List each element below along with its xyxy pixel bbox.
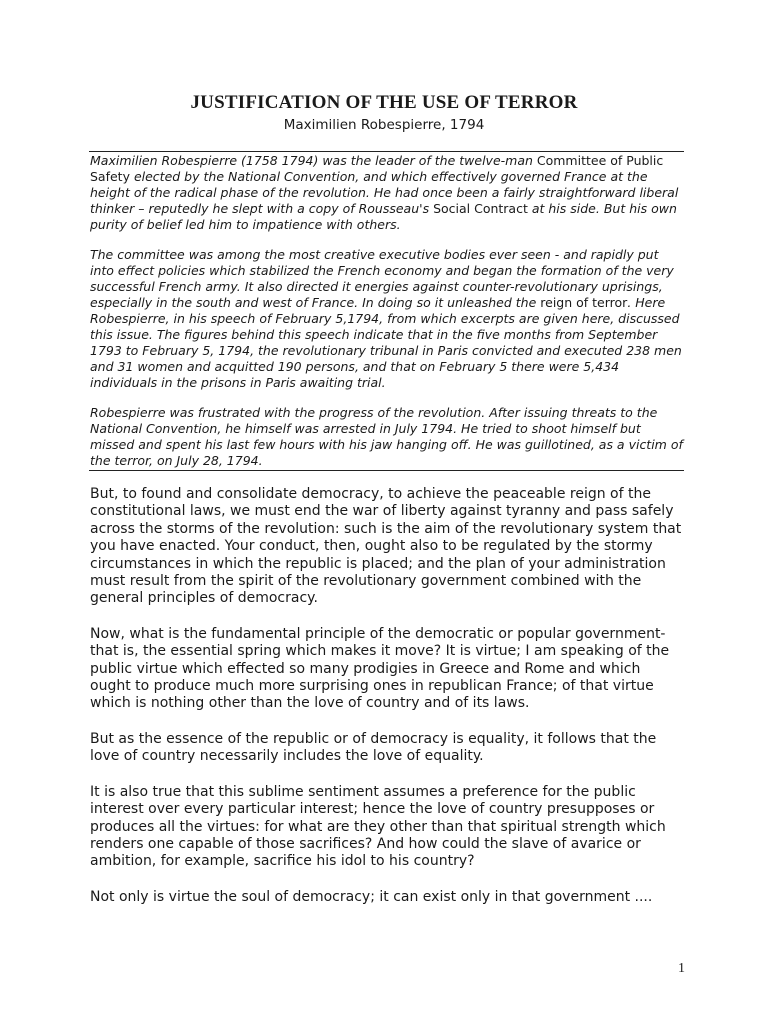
intro-paragraph-2 (90, 247, 683, 391)
document-title: JUSTIFICATION OF THE USE OF TERROR (190, 92, 578, 113)
document-subtitle: Maximilien Robespierre, 1794 (283, 117, 485, 133)
intro-p1-committee: Committee of Public Safety (90, 153, 664, 184)
speech-paragraph-1: But, to found and consolidate democracy, to achieve the peaceable reign of the constitutional laws, we must end the war of liberty against tyranny and pass safely across the storms of the revolution: such is the aim of the revolutionary system that you have enacted. Your conduct, then, ought also to be regulated by the stormy circumstances in which the republic is placed; and the plan of your administration must result from the spirit of the revolutionary government combined with the general principles of democracy. (90, 486, 682, 607)
speech-paragraph-3: But as the essence of the republic or of democracy is equality, it follows that the love of country necessarily includes the love of equality. (90, 730, 657, 765)
intro-paragraph-3: Robespierre was frustrated with the progress of the revolution. After issuing threats to the National Convention, he himself was arrested in July 1794. He tried to shoot himself but missed and spent his last few hours with his jaw hanging off. He was guillotined, as a victim of the terror, on July 28, 1794. (90, 405, 683, 468)
intro-p1-text-e: at his side. But his own purity of belief led him to impatience with others. (90, 201, 677, 232)
intro-p2-reign-of-terror: reign of terror (540, 295, 628, 310)
speech-body (90, 486, 685, 924)
intro-paragraph-1 (90, 153, 683, 233)
intro-box (89, 151, 684, 471)
speech-paragraph-2: Now, what is the fundamental principle of the democratic or popular government-that is, the essential spring which makes it move? It is virtue; I am speaking of the public virtue which effected so many prodigies in Greece and Rome and which ought to produce much more surprising ones in republican France; of that virtue which is nothing other than the love of country and of its laws. (90, 625, 670, 712)
intro-p2-text-a: The committee was among the most creative executive bodies ever seen - and rapidly put into effect policies which stabilized the French economy and began the formation of the very successful French army. It also directed it energies against counter-revolutionary uprisings, especially in the south and west of France. In doing so it unleashed the (90, 247, 674, 310)
intro-p1-text-a: Maximilien Robespierre (1758 1794) was the leader of the twelve-man (90, 153, 537, 168)
intro-p2-text-c: . Here Robespierre, in his speech of February 5,1794, from which excerpts are given here, discussed this issue. The figures behind this speech indicate that in the five months from September 1793 to February 5, 1794, the revolutionary tribunal in Paris convicted and executed 238 men and 31 women and acquitted 190 persons, and that on February 5 there were 5,434 individuals in the prisons in Paris awaiting trial. (90, 295, 682, 390)
intro-p1-text-c: elected by the National Convention, and which effectively governed France at the height of the radical phase of the revolution. He had once been a fairly straightforward liberal thinker – reputedly he slept with a copy of Rousseau's (90, 169, 679, 216)
intro-p1-social-contract: Social Contract (433, 201, 528, 216)
page-number: 1 (678, 961, 685, 976)
speech-paragraph-4: It is also true that this sublime sentiment assumes a preference for the public interest over every particular interest; hence the love of country presupposes or produces all the virtues: for what are they other than that spiritual strength which renders one capable of those sacrifices? And how could the slave of avarice or ambition, for example, sacrifice his idol to his country? (90, 783, 666, 870)
speech-paragraph-5: Not only is virtue the soul of democracy; it can exist only in that government .... (90, 888, 653, 905)
